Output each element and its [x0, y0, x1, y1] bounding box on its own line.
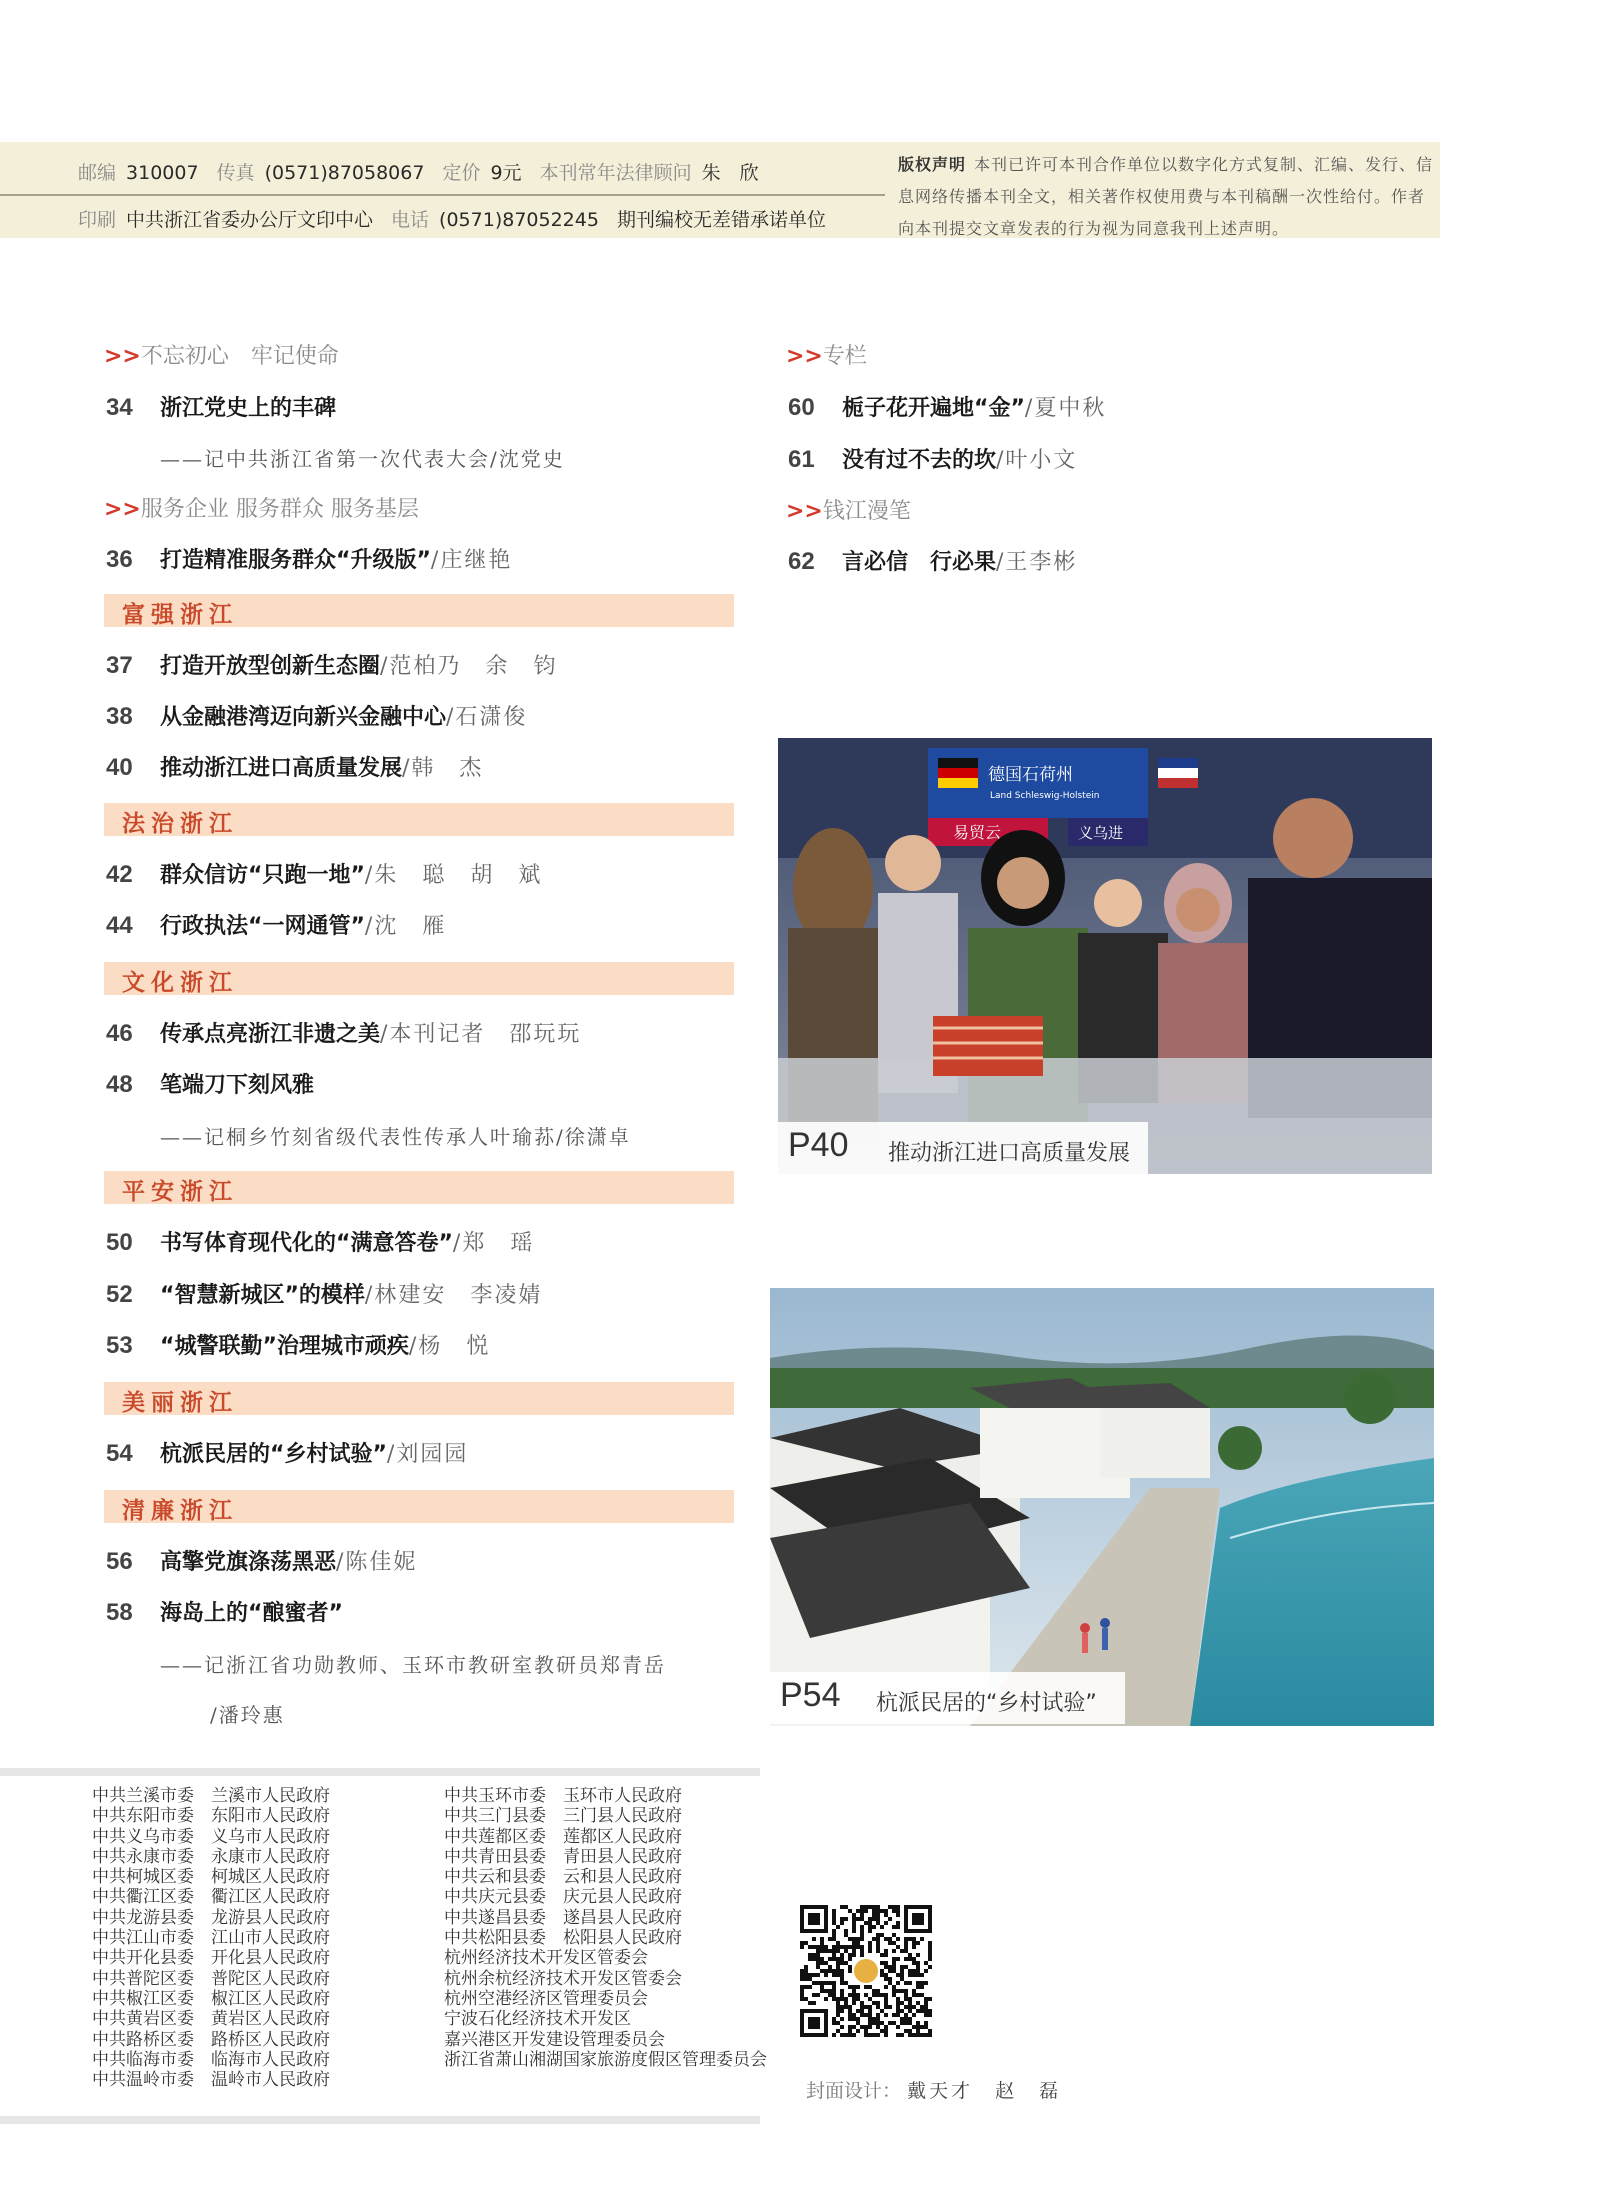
toc-item-50[interactable]: [106, 1226, 534, 1257]
sponsor-line: 中共路桥区委 路桥区人民政府: [92, 2029, 330, 2050]
article-title: 传承点亮浙江非遗之美: [160, 1022, 381, 1047]
photo-page-number: P40: [788, 1126, 849, 1164]
section-header-initial-mission: [104, 339, 339, 370]
toc-item-52[interactable]: [106, 1278, 542, 1309]
category-title: 清廉浙江: [122, 1498, 238, 1524]
article-author: /刘园园: [386, 1442, 469, 1467]
page-number: 36: [106, 546, 133, 573]
copyright-title: 版权声明: [898, 155, 967, 174]
article-title: 浙江党史上的丰碑: [160, 396, 337, 421]
info-row-2: [78, 205, 844, 232]
toc-item-62[interactable]: [788, 545, 1077, 576]
booth-sign-yimaoyun: 易贸云: [953, 823, 1002, 842]
page-number: 38: [106, 703, 133, 730]
sponsor-line: 中共衢江区委 衢江区人民政府: [92, 1887, 330, 1908]
article-title: 从金融港湾迈向新兴金融中心: [160, 705, 447, 730]
toc-item-61[interactable]: [788, 443, 1077, 474]
page-number: 52: [106, 1281, 133, 1308]
section-title: 钱江漫笔: [822, 499, 911, 524]
publication-info: [0, 142, 885, 238]
printer: 中共浙江省委办公厅文印中心: [126, 209, 374, 231]
copyright-text: 本刊已许可本刊合作单位以数字化方式复制、汇编、发行、信息网络传播本刊全文，相关著作权使用费与本刊稿酬一次性给付。作者向本刊提交文章发表的行为视为同意我刊上述声明。: [898, 155, 1434, 238]
toc-item-44[interactable]: [106, 909, 446, 940]
toc-item-34[interactable]: [106, 391, 336, 422]
qr-logo-icon: [854, 1959, 878, 1983]
toc-item-56[interactable]: [106, 1545, 417, 1576]
photo-caption-text: 推动浙江进口高质量发展: [888, 1141, 1131, 1166]
sponsor-line: 中共黄岩区委 黄岩区人民政府: [92, 2009, 330, 2030]
section-arrows: >>: [104, 344, 141, 369]
price-label: 定价: [442, 162, 481, 184]
info-divider: [0, 194, 885, 196]
category-band-prosperous: [104, 594, 734, 627]
qr-code[interactable]: [800, 1905, 932, 2037]
info-row-1: [78, 158, 777, 185]
sponsor-line: 中共义乌市委 义乌市人民政府: [92, 1826, 330, 1847]
page-number: 40: [106, 754, 133, 781]
cover-design-label: 封面设计：: [806, 2080, 902, 2102]
sponsor-line: 中共玉环市委 玉环市人民政府: [444, 1786, 682, 1806]
category-band-safety: [104, 1171, 734, 1204]
cover-design-names: 戴天才 赵 磊: [907, 2080, 1062, 2102]
sponsor-line: 中共普陀区委 普陀区人民政府: [92, 1968, 330, 1989]
sponsor-top-rule: [0, 1768, 760, 1776]
page-number: 37: [106, 652, 133, 679]
section-header-qianjiang: [786, 494, 911, 525]
section-title: 服务企业 服务群众 服务基层: [140, 497, 419, 522]
sponsor-list-left: [92, 1786, 330, 2090]
category-title: 文化浙江: [122, 970, 238, 996]
article-title: “城警联勤”治理城市顽疾: [160, 1334, 409, 1359]
page-number: 61: [788, 446, 815, 473]
photo-page-number: P54: [780, 1676, 841, 1714]
category-band-clean: [104, 1490, 734, 1523]
page-number: 48: [106, 1071, 133, 1098]
sponsor-line: 中共龙游县委 龙游县人民政府: [92, 1907, 330, 1928]
sponsor-line: 中共莲都区委 莲都区人民政府: [444, 1826, 682, 1847]
photo-caption-p40: [778, 1122, 1148, 1174]
sponsor-line: 中共永康市委 永康市人民政府: [92, 1846, 330, 1867]
copyright-notice: [898, 149, 1438, 245]
toc-subtitle-48: ——记桐乡竹刻省级代表性传承人叶瑜荪/徐潇卓: [160, 1125, 631, 1149]
category-title: 法治浙江: [122, 811, 238, 837]
article-author: /林建安 李凌婧: [364, 1283, 543, 1308]
article-author: /沈 雁: [364, 914, 447, 939]
category-band-culture: [104, 962, 734, 995]
phone: (0571)87052245: [439, 209, 599, 231]
article-title: “智慧新城区”的模样: [160, 1283, 365, 1308]
page-number: 34: [106, 394, 133, 421]
print-label: 印刷: [78, 209, 117, 231]
section-title: 不忘初心 牢记使命: [140, 344, 339, 369]
fax: (0571)87058067: [264, 162, 425, 184]
section-arrows: >>: [786, 499, 823, 524]
page-number: 50: [106, 1229, 133, 1256]
section-header-service: [104, 492, 419, 523]
article-author: /王李彬: [996, 550, 1078, 575]
article-title: 书写体育现代化的“满意答卷”: [160, 1231, 453, 1256]
sponsor-line: 中共温岭市委 温岭市人民政府: [92, 2070, 330, 2091]
toc-item-46[interactable]: [106, 1017, 581, 1048]
sponsor-list-right: [444, 1786, 767, 2070]
article-title: 笔端刀下刻风雅: [160, 1073, 315, 1098]
booth-sign-cn: 德国石荷州: [988, 765, 1073, 785]
section-header-column: [786, 339, 867, 370]
toc-item-38[interactable]: [106, 700, 527, 731]
page-number: 62: [788, 548, 815, 575]
page-number: 42: [106, 861, 133, 888]
postcode-label: 邮编: [78, 162, 117, 184]
category-title: 美丽浙江: [122, 1390, 238, 1416]
sponsor-line: 中共松阳县委 松阳县人民政府: [444, 1928, 682, 1949]
article-author: /庄继艳: [430, 548, 513, 573]
article-author: /夏中秋: [1024, 396, 1107, 421]
section-arrows: >>: [104, 497, 141, 522]
toc-item-54[interactable]: [106, 1437, 468, 1468]
sponsor-line: 中共临海市委 临海市人民政府: [92, 2049, 330, 2070]
toc-subtitle-34: ——记中共浙江省第一次代表大会/沈党史: [160, 447, 565, 471]
article-title: 群众信访“只跑一地”: [160, 863, 365, 888]
sponsor-line: 中共开化县委 开化县人民政府: [92, 1948, 330, 1969]
photo-p54[interactable]: [770, 1288, 1434, 1726]
postcode: 310007: [126, 162, 199, 184]
toc-item-58[interactable]: [106, 1596, 343, 1627]
article-author: /本刊记者 邵玩玩: [380, 1022, 582, 1047]
sponsor-line: 中共遂昌县委 遂昌县人民政府: [444, 1907, 682, 1928]
article-author: /杨 悦: [408, 1334, 491, 1359]
sponsor-line: 中共椒江区委 椒江区人民政府: [92, 1988, 330, 2009]
sponsor-line: 中共兰溪市委 兰溪市人民政府: [92, 1786, 330, 1806]
article-title: 言必信 行必果: [842, 550, 997, 575]
article-title: 没有过不去的坎: [842, 448, 997, 473]
sponsor-line: 中共东阳市委 东阳市人民政府: [92, 1806, 330, 1827]
toc-item-37[interactable]: [106, 649, 557, 680]
toc-item-42[interactable]: [106, 858, 542, 889]
toc-item-36[interactable]: [106, 543, 512, 574]
lawyer: 朱 欣: [701, 162, 759, 184]
photo-caption-text: 杭派民居的“乡村试验”: [876, 1691, 1097, 1716]
category-band-beautiful: [104, 1382, 734, 1415]
photo-p40[interactable]: [778, 738, 1432, 1174]
expo-photo-illustration: [778, 738, 1432, 1174]
article-title: 栀子花开遍地“金”: [842, 396, 1025, 421]
page-number: 53: [106, 1332, 133, 1359]
sponsor-line: 宁波石化经济技术开发区: [444, 2009, 631, 2030]
category-title: 平安浙江: [122, 1179, 238, 1205]
page-number: 58: [106, 1599, 133, 1626]
sponsor-line: 杭州空港经济区管理委员会: [444, 1988, 648, 2009]
sponsor-bottom-rule: [0, 2116, 760, 2124]
article-title: 海岛上的“酿蜜者”: [160, 1601, 343, 1626]
category-title: 富强浙江: [122, 602, 238, 628]
page-number: 46: [106, 1020, 133, 1047]
fax-label: 传真: [216, 162, 255, 184]
toc-item-53[interactable]: [106, 1329, 490, 1360]
section-arrows: >>: [786, 344, 823, 369]
section-title: 专栏: [822, 344, 867, 369]
toc-item-48[interactable]: [106, 1068, 314, 1099]
booth-sign-yiwu: 义乌进: [1078, 824, 1124, 842]
article-author: /叶小文: [996, 448, 1078, 473]
toc-subtitle-58-1: ——记浙江省功勋教师、玉环市教研室教研员郑青岳: [160, 1653, 666, 1677]
page-number: 44: [106, 912, 133, 939]
lawyer-label: 本刊常年法律顾问: [539, 162, 692, 184]
category-band-rule-of-law: [104, 803, 734, 836]
toc-item-60[interactable]: [788, 391, 1106, 422]
article-title: 推动浙江进口高质量发展: [160, 756, 403, 781]
article-title: 打造精准服务群众“升级版”: [160, 548, 431, 573]
article-author: /石潇俊: [446, 705, 528, 730]
sponsor-line: 嘉兴港区开发建设管理委员会: [444, 2029, 665, 2050]
page-number: 60: [788, 394, 815, 421]
sponsor-line: 浙江省萧山湘湖国家旅游度假区管理委员会: [444, 2049, 767, 2070]
page-number: 56: [106, 1548, 133, 1575]
cover-design-credit: [806, 2076, 1061, 2103]
sponsor-line: 中共柯城区委 柯城区人民政府: [92, 1867, 330, 1888]
page-number: 54: [106, 1440, 133, 1467]
article-author: /范柏乃 余 钧: [380, 654, 558, 679]
article-title: 行政执法“一网通管”: [160, 914, 365, 939]
booth-sign-en: Land Schleswig-Holstein: [990, 791, 1100, 801]
sponsor-line: 中共江山市委 江山市人民政府: [92, 1928, 330, 1949]
photo-caption-p54: [770, 1672, 1125, 1724]
sponsor-line: 杭州余杭经济技术开发区管委会: [444, 1968, 682, 1989]
article-title: 杭派民居的“乡村试验”: [160, 1442, 387, 1467]
price: 9元: [490, 162, 522, 184]
promise: 期刊编校无差错承诺单位: [616, 209, 826, 231]
sponsor-line: 中共三门县委 三门县人民政府: [444, 1806, 682, 1827]
article-author: /陈佳妮: [336, 1550, 418, 1575]
article-author: /韩 杰: [402, 756, 484, 781]
article-author: /郑 瑶: [452, 1231, 535, 1256]
article-title: 高擎党旗涤荡黑恶: [160, 1550, 337, 1575]
article-author: /朱 聪 胡 斌: [364, 863, 543, 888]
toc-subtitle-58-2: /潘玲惠: [210, 1703, 285, 1727]
toc-item-40[interactable]: [106, 751, 483, 782]
village-photo-illustration: [770, 1288, 1434, 1726]
article-title: 打造开放型创新生态圈: [160, 654, 381, 679]
sponsor-line: 中共庆元县委 庆元县人民政府: [444, 1887, 682, 1908]
sponsor-line: 中共云和县委 云和县人民政府: [444, 1867, 682, 1888]
phone-label: 电话: [391, 209, 430, 231]
sponsor-line: 中共青田县委 青田县人民政府: [444, 1846, 682, 1867]
sponsor-line: 杭州经济技术开发区管委会: [444, 1948, 648, 1969]
